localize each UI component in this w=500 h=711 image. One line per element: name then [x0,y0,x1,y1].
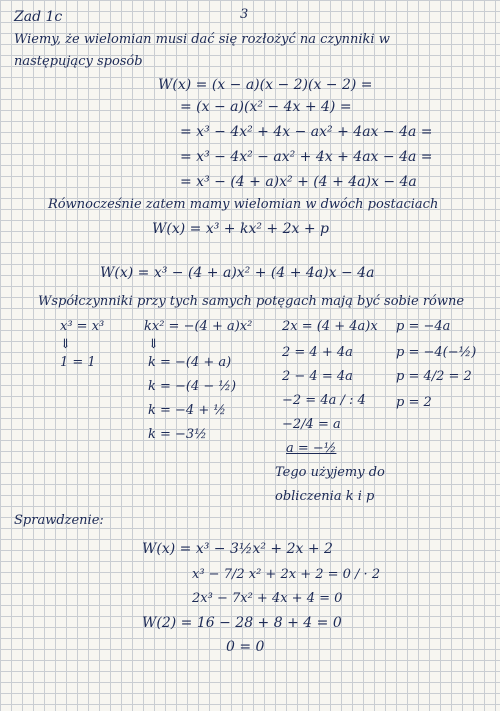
col2-line: k = −(4 + a) [148,355,232,370]
col2-line: k = −(4 − ½) [148,379,237,394]
note-line-2: obliczenia k i p [275,489,375,504]
check-line: 2x³ − 7x² + 4x + 4 = 0 [192,591,343,606]
col2-line: k = −3½ [148,427,207,442]
col3-line: −2/4 = a [282,417,341,432]
expansion-line: W(x) = (x − a)(x − 2)(x − 2) = [158,77,373,93]
expansion-line: = x³ − 4x² − ax² + 4x + 4ax − 4a = [180,149,433,165]
col2-line: k = −4 + ½ [148,403,226,418]
page-number: 3 [240,7,249,22]
expansion-line: = x³ − 4x² + 4x − ax² + 4ax − 4a = [180,124,433,140]
expansion-line: = (x − a)(x² − 4x + 4) = [180,99,352,115]
col1-line: x³ = x³ [60,319,105,334]
check-line: x³ − 7/2 x² + 2x + 2 = 0 / · 2 [192,567,381,582]
col2-line: ⇓ [148,337,159,352]
col3-line: a = −½ [286,441,337,456]
col3-line: 2 = 4 + 4a [282,345,353,360]
col4-line: p = 2 [396,395,432,410]
form-1: W(x) = x³ + kx² + 2x + p [152,221,329,237]
intro-line-2: następujący sposób [14,54,143,69]
check-heading: Sprawdzenie: [14,513,104,528]
col3-line: 2 − 4 = 4a [282,369,353,384]
col3-line: 2x = (4 + 4a)x [282,319,378,334]
col2-line: kx² = −(4 + a)x² [144,319,253,334]
note-line-1: Tego użyjemy do [275,465,385,480]
check-line: W(2) = 16 − 28 + 8 + 4 = 0 [142,615,342,631]
check-line: W(x) = x³ − 3½x² + 2x + 2 [142,541,333,557]
col4-line: p = −4a [396,319,451,334]
col4-line: p = −4(−½) [396,345,477,360]
expansion-line: = x³ − (4 + a)x² + (4 + 4a)x − 4a [180,174,417,190]
col1-line: ⇓ [60,337,71,352]
form-2: W(x) = x³ − (4 + a)x² + (4 + 4a)x − 4a [100,265,375,281]
col4-line: p = 4/2 = 2 [396,369,472,384]
intro-line-1: Wiemy, że wielomian musi dać się rozłożyć na czynniki w [14,32,390,47]
two-forms-text: Równocześnie zatem mamy wielomian w dwóch postaciach [48,197,439,212]
col3-line: −2 = 4a / : 4 [282,393,366,408]
check-line: 0 = 0 [226,639,265,655]
coefficients-text: Współczynniki przy tych samych potęgach mają być sobie równe [38,294,465,309]
page-title: Zad 1c [14,9,63,25]
col1-line: 1 = 1 [60,355,96,370]
